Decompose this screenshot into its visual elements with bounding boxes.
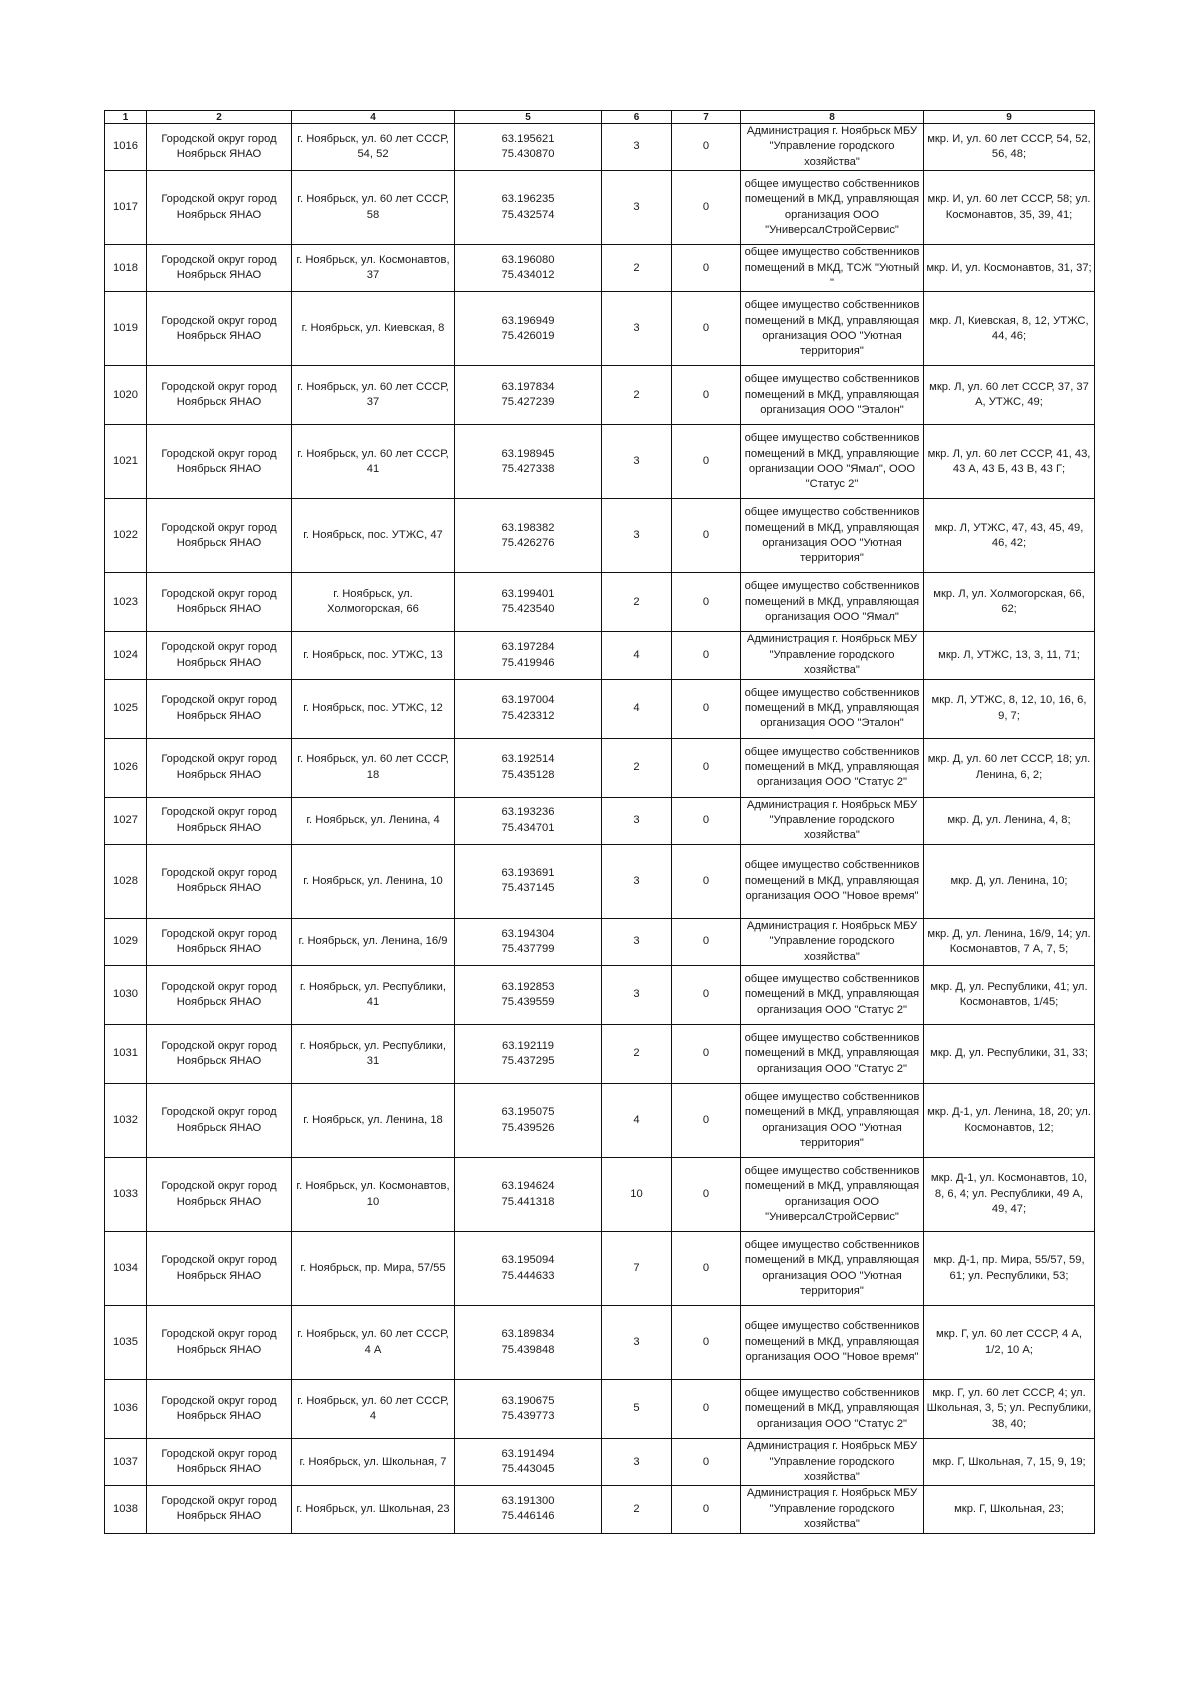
table-row [105,1306,1095,1380]
address-cell: г. Ноябрьск, ул. 60 лет СССР, 4 А [292,1306,455,1380]
owner-cell: Администрация г. Ноябрьск МБУ "Управление городского хозяйства" [741,1439,924,1486]
district-cell: Городской округ город Ноябрьск ЯНАО [147,918,292,965]
column-6-cell: 4 [602,632,672,679]
served-buildings-cell: мкр. Л, ул. Холмогорская, 66, 62; [924,573,1095,632]
latitude-value: 63.197284 [501,641,555,654]
latitude-value: 63.197004 [501,694,555,707]
address-cell: г. Ноябрьск, ул. Школьная, 23 [292,1486,455,1533]
latitude-value: 63.198945 [501,447,555,460]
table-row [105,1084,1095,1158]
row-number-cell: 1017 [105,171,147,245]
column-7-cell: 0 [672,124,741,171]
owner-cell: общее имущество собственников помещений в МКД, управляющая организация ООО "Эталон" [741,679,924,738]
district-cell: Городской округ город Ноябрьск ЯНАО [147,124,292,171]
owner-cell: Администрация г. Ноябрьск МБУ "Управление городского хозяйства" [741,918,924,965]
owner-cell: общее имущество собственников помещений в МКД, управляющая организация ООО "Уютная территория" [741,1084,924,1158]
latitude-value: 63.193691 [501,866,555,879]
column-7-cell: 0 [672,918,741,965]
coordinates-cell [455,1025,602,1084]
served-buildings-cell: мкр. Д-1, ул. Космонавтов, 10, 8, 6, 4; ул. Республики, 49 А, 49, 47; [924,1158,1095,1232]
longitude-value: 75.437799 [501,942,555,955]
table-row [105,1025,1095,1084]
coordinates-cell [455,1232,602,1306]
row-number-cell: 1016 [105,124,147,171]
row-number-cell: 1020 [105,366,147,425]
column-7-cell: 0 [672,1306,741,1380]
address-cell: г. Ноябрьск, пос. УТЖС, 47 [292,499,455,573]
column-6-cell: 3 [602,797,672,844]
column-7-cell: 0 [672,679,741,738]
address-cell: г. Ноябрьск, пос. УТЖС, 12 [292,679,455,738]
latitude-value: 63.193236 [501,806,555,819]
served-buildings-cell: мкр. Д, ул. Республики, 31, 33; [924,1025,1095,1084]
latitude-value: 63.194304 [501,927,555,940]
column-6-cell: 4 [602,1084,672,1158]
address-cell: г. Ноябрьск, ул. 60 лет СССР, 54, 52 [292,124,455,171]
coordinates-cell [455,797,602,844]
owner-cell: общее имущество собственников помещений в МКД, управляющая организация ООО "Уютная территория" [741,292,924,366]
column-7-cell: 0 [672,171,741,245]
table-row [105,632,1095,679]
served-buildings-cell: мкр. Г, ул. 60 лет СССР, 4 А, 1/2, 10 А; [924,1306,1095,1380]
coordinates-cell [455,245,602,292]
column-6-cell: 10 [602,1158,672,1232]
served-buildings-cell: мкр. Д, ул. Республики, 41; ул. Космонавтов, 1/45; [924,966,1095,1025]
served-buildings-cell: мкр. Д-1, пр. Мира, 55/57, 59, 61; ул. Республики, 53; [924,1232,1095,1306]
latitude-value: 63.195621 [501,132,555,145]
district-cell: Городской округ город Ноябрьск ЯНАО [147,499,292,573]
latitude-value: 63.196235 [501,193,555,206]
column-6-cell: 2 [602,738,672,797]
coordinates-cell [455,966,602,1025]
column-6-cell: 7 [602,1232,672,1306]
owner-cell: общее имущество собственников помещений в МКД, управляющая организация ООО "УниверсалСтройСервис" [741,171,924,245]
latitude-value: 63.198382 [501,521,555,534]
table-row [105,1232,1095,1306]
coordinates-cell [455,499,602,573]
address-cell: г. Ноябрьск, ул. Республики, 31 [292,1025,455,1084]
district-cell: Городской округ город Ноябрьск ЯНАО [147,573,292,632]
served-buildings-cell: мкр. Л, УТЖС, 8, 12, 10, 16, 6, 9, 7; [924,679,1095,738]
longitude-value: 75.427239 [501,396,555,409]
latitude-value: 63.199401 [501,588,555,601]
address-cell: г. Ноябрьск, ул. 60 лет СССР, 18 [292,738,455,797]
owner-cell: общее имущество собственников помещений в МКД, управляющая организация ООО "Статус 2" [741,738,924,797]
owner-cell: Администрация г. Ноябрьск МБУ "Управление городского хозяйства" [741,797,924,844]
address-cell: г. Ноябрьск, ул. Космонавтов, 10 [292,1158,455,1232]
column-7-cell: 0 [672,573,741,632]
header-row [105,111,1095,124]
district-cell: Городской округ город Ноябрьск ЯНАО [147,738,292,797]
coordinates-cell [455,918,602,965]
district-cell: Городской округ город Ноябрьск ЯНАО [147,366,292,425]
table-row [105,966,1095,1025]
table-row [105,499,1095,573]
longitude-value: 75.427338 [501,462,555,475]
district-cell: Городской округ город Ноябрьск ЯНАО [147,966,292,1025]
longitude-value: 75.439526 [501,1121,555,1134]
column-6-cell: 3 [602,499,672,573]
coordinates-cell [455,844,602,918]
column-7-cell: 0 [672,1439,741,1486]
owner-cell: общее имущество собственников помещений в МКД, управляющая организация ООО "Уютная территория" [741,499,924,573]
served-buildings-cell: мкр. Л, ул. 60 лет СССР, 37, 37 А, УТЖС, 49; [924,366,1095,425]
longitude-value: 75.443045 [501,1463,555,1476]
served-buildings-cell: мкр. Д, ул. Ленина, 4, 8; [924,797,1095,844]
table-row [105,171,1095,245]
col-header-1: 1 [105,111,147,124]
row-number-cell: 1037 [105,1439,147,1486]
longitude-value: 75.426019 [501,329,555,342]
longitude-value: 75.441318 [501,1195,555,1208]
longitude-value: 75.439848 [501,1343,555,1356]
longitude-value: 75.434012 [501,269,555,282]
coordinates-cell [455,679,602,738]
district-cell: Городской округ город Ноябрьск ЯНАО [147,171,292,245]
row-number-cell: 1027 [105,797,147,844]
latitude-value: 63.197834 [501,381,555,394]
column-7-cell: 0 [672,1380,741,1439]
served-buildings-cell: мкр. И, ул. 60 лет СССР, 58; ул. Космонавтов, 35, 39, 41; [924,171,1095,245]
owner-cell: общее имущество собственников помещений в МКД, управляющая организация ООО "Ямал" [741,573,924,632]
address-cell: г. Ноябрьск, ул. Киевская, 8 [292,292,455,366]
coordinates-cell [455,366,602,425]
col-header-4: 4 [292,111,455,124]
row-number-cell: 1035 [105,1306,147,1380]
latitude-value: 63.191494 [501,1447,555,1460]
latitude-value: 63.191300 [501,1495,555,1508]
coordinates-cell [455,124,602,171]
latitude-value: 63.192514 [501,753,555,766]
table-row [105,1486,1095,1533]
row-number-cell: 1036 [105,1380,147,1439]
coordinates-cell [455,171,602,245]
row-number-cell: 1029 [105,918,147,965]
column-6-cell: 2 [602,1025,672,1084]
longitude-value: 75.435128 [501,768,555,781]
table-row [105,844,1095,918]
address-cell: г. Ноябрьск, ул. Ленина, 18 [292,1084,455,1158]
longitude-value: 75.439559 [501,996,555,1009]
district-cell: Городской округ город Ноябрьск ЯНАО [147,425,292,499]
coordinates-cell [455,1084,602,1158]
row-number-cell: 1028 [105,844,147,918]
row-number-cell: 1031 [105,1025,147,1084]
longitude-value: 75.439773 [501,1410,555,1423]
column-7-cell: 0 [672,245,741,292]
row-number-cell: 1026 [105,738,147,797]
longitude-value: 75.426276 [501,536,555,549]
address-cell: г. Ноябрьск, пр. Мира, 57/55 [292,1232,455,1306]
latitude-value: 63.195094 [501,1254,555,1267]
col-header-6: 6 [602,111,672,124]
owner-cell: общее имущество собственников помещений в МКД, ТСЖ "Уютный " [741,245,924,292]
column-7-cell: 0 [672,366,741,425]
district-cell: Городской округ город Ноябрьск ЯНАО [147,797,292,844]
served-buildings-cell: мкр. И, ул. 60 лет СССР, 54, 52, 56, 48; [924,124,1095,171]
address-cell: г. Ноябрьск, ул. Республики, 41 [292,966,455,1025]
coordinates-cell [455,573,602,632]
district-cell: Городской округ город Ноябрьск ЯНАО [147,679,292,738]
coordinates-cell [455,632,602,679]
table-row [105,425,1095,499]
column-7-cell: 0 [672,797,741,844]
row-number-cell: 1023 [105,573,147,632]
district-cell: Городской округ город Ноябрьск ЯНАО [147,1232,292,1306]
owner-cell: общее имущество собственников помещений в МКД, управляющая организация ООО "Уютная территория" [741,1232,924,1306]
column-6-cell: 5 [602,1380,672,1439]
table-row [105,1158,1095,1232]
district-cell: Городской округ город Ноябрьск ЯНАО [147,1025,292,1084]
served-buildings-cell: мкр. Л, ул. 60 лет СССР, 41, 43, 43 А, 43 Б, 43 В, 43 Г; [924,425,1095,499]
latitude-value: 63.190675 [501,1394,555,1407]
longitude-value: 75.437145 [501,882,555,895]
column-6-cell: 2 [602,366,672,425]
column-7-cell: 0 [672,1158,741,1232]
served-buildings-cell: мкр. Г, Школьная, 7, 15, 9, 19; [924,1439,1095,1486]
longitude-value: 75.423540 [501,603,555,616]
column-7-cell: 0 [672,499,741,573]
owner-cell: Администрация г. Ноябрьск МБУ "Управление городского хозяйства" [741,124,924,171]
column-6-cell: 2 [602,245,672,292]
table-row [105,1380,1095,1439]
served-buildings-cell: мкр. Г, Школьная, 23; [924,1486,1095,1533]
table-row [105,918,1095,965]
column-6-cell: 3 [602,844,672,918]
address-cell: г. Ноябрьск, ул. Ленина, 4 [292,797,455,844]
coordinates-cell [455,1306,602,1380]
column-6-cell: 3 [602,1306,672,1380]
col-header-9: 9 [924,111,1095,124]
district-cell: Городской округ город Ноябрьск ЯНАО [147,1084,292,1158]
registry-table [104,110,1095,1534]
address-cell: г. Ноябрьск, ул. Космонавтов, 37 [292,245,455,292]
longitude-value: 75.432574 [501,208,555,221]
district-cell: Городской округ город Ноябрьск ЯНАО [147,1380,292,1439]
longitude-value: 75.437295 [501,1055,555,1068]
row-number-cell: 1018 [105,245,147,292]
column-6-cell: 3 [602,425,672,499]
address-cell: г. Ноябрьск, ул. 60 лет СССР, 37 [292,366,455,425]
served-buildings-cell: мкр. Л, Киевская, 8, 12, УТЖС, 44, 46; [924,292,1095,366]
served-buildings-cell: мкр. Л, УТЖС, 47, 43, 45, 49, 46, 42; [924,499,1095,573]
row-number-cell: 1033 [105,1158,147,1232]
owner-cell: общее имущество собственников помещений в МКД, управляющая организация ООО "Новое время" [741,844,924,918]
column-7-cell: 0 [672,966,741,1025]
col-header-2: 2 [147,111,292,124]
owner-cell: Администрация г. Ноябрьск МБУ "Управление городского хозяйства" [741,1486,924,1533]
table-row [105,738,1095,797]
district-cell: Городской округ город Ноябрьск ЯНАО [147,1439,292,1486]
column-7-cell: 0 [672,1025,741,1084]
row-number-cell: 1021 [105,425,147,499]
owner-cell: общее имущество собственников помещений в МКД, управляющая организация ООО "Статус 2" [741,1380,924,1439]
column-6-cell: 4 [602,679,672,738]
latitude-value: 63.196949 [501,314,555,327]
latitude-value: 63.195075 [501,1106,555,1119]
column-7-cell: 0 [672,1232,741,1306]
address-cell: г. Ноябрьск, пос. УТЖС, 13 [292,632,455,679]
table-row [105,366,1095,425]
column-6-cell: 3 [602,966,672,1025]
row-number-cell: 1038 [105,1486,147,1533]
latitude-value: 63.194624 [501,1180,555,1193]
address-cell: г. Ноябрьск, ул. 60 лет СССР, 58 [292,171,455,245]
column-7-cell: 0 [672,738,741,797]
longitude-value: 75.423312 [501,709,555,722]
row-number-cell: 1019 [105,292,147,366]
district-cell: Городской округ город Ноябрьск ЯНАО [147,632,292,679]
latitude-value: 63.189834 [501,1328,555,1341]
coordinates-cell [455,425,602,499]
table-row [105,124,1095,171]
table-row [105,573,1095,632]
column-6-cell: 3 [602,124,672,171]
column-6-cell: 3 [602,171,672,245]
owner-cell: Администрация г. Ноябрьск МБУ "Управление городского хозяйства" [741,632,924,679]
column-7-cell: 0 [672,632,741,679]
column-6-cell: 2 [602,573,672,632]
address-cell: г. Ноябрьск, ул. 60 лет СССР, 4 [292,1380,455,1439]
longitude-value: 75.434701 [501,821,555,834]
address-cell: г. Ноябрьск, ул. Ленина, 10 [292,844,455,918]
owner-cell: общее имущество собственников помещений в МКД, управляющая организация ООО "Эталон" [741,366,924,425]
district-cell: Городской округ город Ноябрьск ЯНАО [147,1306,292,1380]
row-number-cell: 1022 [105,499,147,573]
district-cell: Городской округ город Ноябрьск ЯНАО [147,1486,292,1533]
col-header-5: 5 [455,111,602,124]
owner-cell: общее имущество собственников помещений в МКД, управляющая организация ООО "Новое время" [741,1306,924,1380]
latitude-value: 63.192119 [501,1039,555,1052]
coordinates-cell [455,738,602,797]
longitude-value: 75.430870 [501,148,555,161]
coordinates-cell [455,292,602,366]
latitude-value: 63.196080 [501,253,555,266]
latitude-value: 63.192853 [501,980,555,993]
column-6-cell: 2 [602,1486,672,1533]
owner-cell: общее имущество собственников помещений в МКД, управляющая организация ООО "Статус 2" [741,966,924,1025]
column-7-cell: 0 [672,425,741,499]
row-number-cell: 1032 [105,1084,147,1158]
district-cell: Городской округ город Ноябрьск ЯНАО [147,245,292,292]
column-7-cell: 0 [672,844,741,918]
owner-cell: общее имущество собственников помещений в МКД, управляющая организация ООО "Статус 2" [741,1025,924,1084]
served-buildings-cell: мкр. Г, ул. 60 лет СССР, 4; ул. Школьная, 3, 5; ул. Республики, 38, 40; [924,1380,1095,1439]
served-buildings-cell: мкр. Д, ул. Ленина, 16/9, 14; ул. Космонавтов, 7 А, 7, 5; [924,918,1095,965]
column-6-cell: 3 [602,292,672,366]
column-7-cell: 0 [672,1084,741,1158]
coordinates-cell [455,1158,602,1232]
longitude-value: 75.444633 [501,1269,555,1282]
column-6-cell: 3 [602,918,672,965]
district-cell: Городской округ город Ноябрьск ЯНАО [147,292,292,366]
table-row [105,1439,1095,1486]
served-buildings-cell: мкр. Д, ул. Ленина, 10; [924,844,1095,918]
table-row [105,679,1095,738]
column-7-cell: 0 [672,1486,741,1533]
row-number-cell: 1025 [105,679,147,738]
owner-cell: общее имущество собственников помещений в МКД, управляющая организация ООО "УниверсалСтройСервис" [741,1158,924,1232]
served-buildings-cell: мкр. Д-1, ул. Ленина, 18, 20; ул. Космонавтов, 12; [924,1084,1095,1158]
served-buildings-cell: мкр. Л, УТЖС, 13, 3, 11, 71; [924,632,1095,679]
longitude-value: 75.446146 [501,1510,555,1523]
address-cell: г. Ноябрьск, ул. 60 лет СССР, 41 [292,425,455,499]
col-header-8: 8 [741,111,924,124]
row-number-cell: 1030 [105,966,147,1025]
district-cell: Городской округ город Ноябрьск ЯНАО [147,1158,292,1232]
served-buildings-cell: мкр. Д, ул. 60 лет СССР, 18; ул. Ленина, 6, 2; [924,738,1095,797]
owner-cell: общее имущество собственников помещений в МКД, управляющие организации ООО "Ямал", ООО "Статус 2" [741,425,924,499]
coordinates-cell [455,1380,602,1439]
coordinates-cell [455,1439,602,1486]
table-row [105,797,1095,844]
served-buildings-cell: мкр. И, ул. Космонавтов, 31, 37; [924,245,1095,292]
address-cell: г. Ноябрьск, ул. Ленина, 16/9 [292,918,455,965]
coordinates-cell [455,1486,602,1533]
column-6-cell: 3 [602,1439,672,1486]
row-number-cell: 1024 [105,632,147,679]
table-row [105,245,1095,292]
address-cell: г. Ноябрьск, ул. Школьная, 7 [292,1439,455,1486]
row-number-cell: 1034 [105,1232,147,1306]
address-cell: г. Ноябрьск, ул. Холмогорская, 66 [292,573,455,632]
table-row [105,292,1095,366]
longitude-value: 75.419946 [501,656,555,669]
district-cell: Городской округ город Ноябрьск ЯНАО [147,844,292,918]
col-header-7: 7 [672,111,741,124]
column-7-cell: 0 [672,292,741,366]
